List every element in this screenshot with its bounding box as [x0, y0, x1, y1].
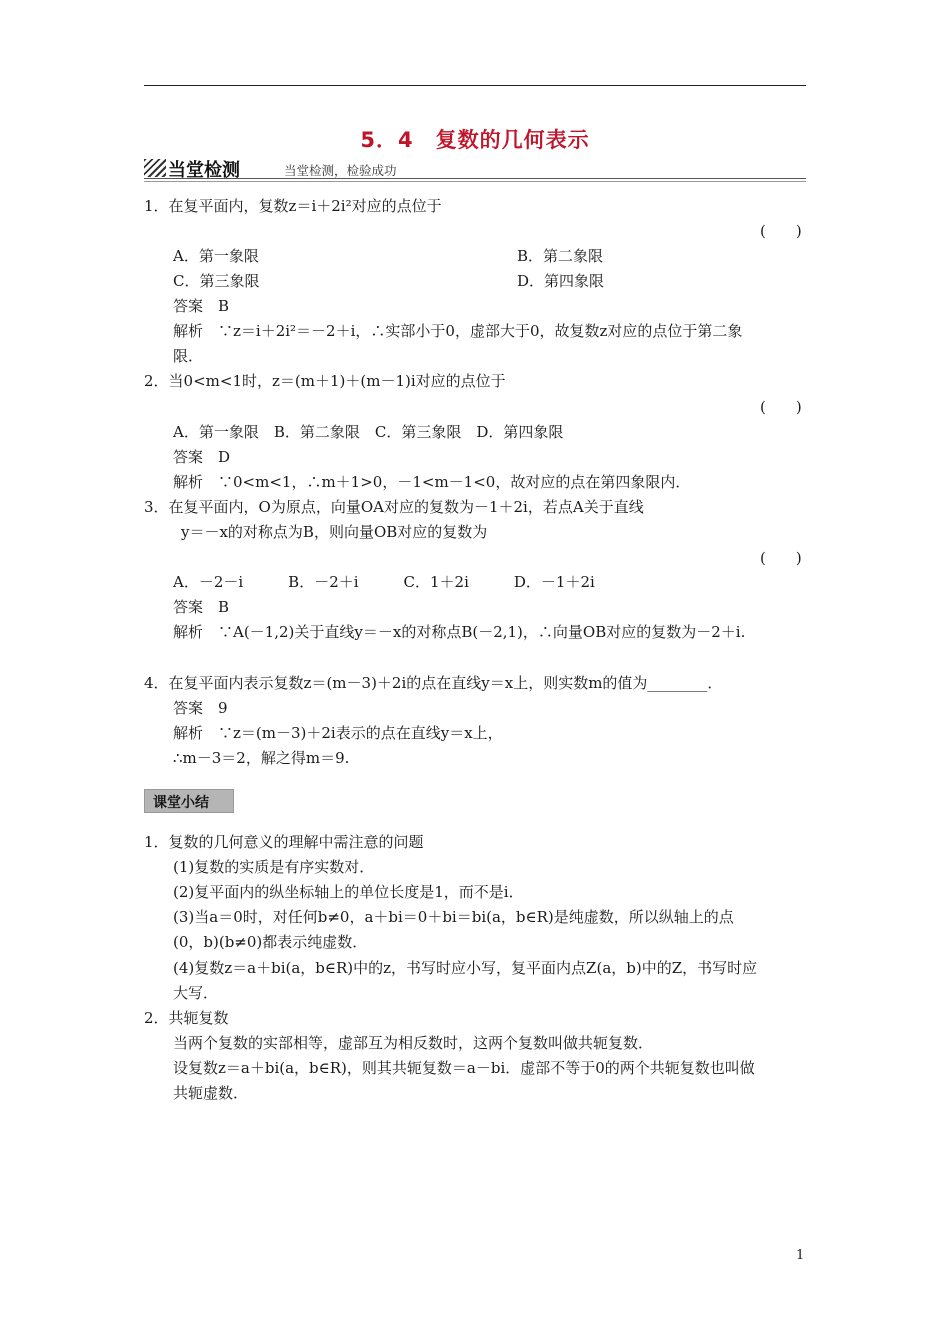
problem-4-analysis-1: 解析 ∵z＝(m－3)＋2i表示的点在直线y＝x上，	[173, 724, 503, 742]
problem-2-stem: 2．当0<m<1时，z＝(m＋1)＋(m－1)i对应的点位于	[144, 372, 506, 390]
summary-line-1: 1．复数的几何意义的理解中需注意的问题	[144, 833, 424, 851]
page-number: 1	[796, 1248, 805, 1263]
problem-3-paren: ( )	[760, 549, 802, 567]
section-header	[144, 156, 806, 182]
summary-line-4: (3)当a＝0时，对任何b≠0，a＋bi＝0＋bi＝bi(a，b∈R)是纯虚数，所以纵轴上的点	[173, 908, 734, 926]
section-rule-thin	[144, 181, 806, 182]
stripes-icon	[144, 159, 166, 177]
problem-1-option-b: B．第二象限	[517, 247, 604, 265]
summary-line-9: 当两个复数的实部相等，虚部互为相反数时，这两个复数叫做共轭复数．	[173, 1034, 654, 1052]
problem-4-stem: 4．在复平面内表示复数z＝(m－3)＋2i的点在直线y＝x上，则实数m的值为________．	[144, 674, 723, 692]
problem-3-options: A．－2－i B．－2＋i C．1＋2i D．－1＋2i	[173, 573, 595, 591]
page-title: 5．4 复数的几何表示	[360, 128, 590, 152]
problem-1-analysis-2: 限．	[173, 347, 204, 365]
problem-3-analysis: 解析 ∵A(－1,2)关于直线y＝－x的对称点B(－2,1)，∴向量OB对应的复数为－2＋i.	[173, 623, 746, 641]
problem-4-analysis-2: ∴m－3＝2，解之得m＝9.	[173, 749, 350, 767]
summary-line-3: (2)复平面内的纵坐标轴上的单位长度是1，而不是i．	[173, 883, 524, 901]
summary-line-8: 2．共轭复数	[144, 1009, 229, 1027]
problem-2-answer: 答案 D	[173, 448, 231, 466]
summary-line-5: (0，b)(b≠0)都表示纯虚数．	[173, 933, 368, 951]
problem-1-option-c: C．第三象限	[173, 272, 260, 290]
problem-3-answer: 答案 B	[173, 598, 230, 616]
section-label: 当堂检测	[168, 160, 240, 181]
problem-2-paren: ( )	[760, 398, 802, 416]
top-rule	[144, 85, 806, 86]
summary-label: 课堂小结	[153, 795, 209, 811]
problem-1-analysis-1: 解析 ∵z＝i＋2i²＝－2＋i，∴实部小于0，虚部大于0，故复数z对应的点位于第二象	[173, 322, 743, 340]
problem-2-options: A．第一象限 B．第二象限 C．第三象限 D．第四象限	[173, 423, 564, 441]
summary-line-6: (4)复数z＝a＋bi(a，b∈R)中的z，书写时应小写，复平面内点Z(a，b)中的Z，书写时应	[173, 959, 758, 977]
problem-3-stem-1: 3．在复平面内，O为原点，向量OA对应的复数为－1＋2i，若点A关于直线	[144, 498, 644, 516]
problem-1-paren: ( )	[760, 222, 802, 240]
summary-line-2: (1)复数的实质是有序实数对．	[173, 858, 375, 876]
problem-1-stem: 1．在复平面内，复数z＝i＋2i²对应的点位于	[144, 197, 442, 215]
summary-line-7: 大写．	[173, 984, 219, 1002]
problem-1-answer: 答案 B	[173, 297, 230, 315]
problem-1-option-d: D．第四象限	[517, 272, 605, 290]
summary-line-11: 共轭虚数．	[173, 1084, 249, 1102]
problem-2-analysis: 解析 ∵0<m<1，∴m＋1>0，－1<m－1<0，故对应的点在第四象限内．	[173, 473, 691, 491]
summary-line-10: 设复数z＝a＋bi(a，b∈R)，则其共轭复数＝a－bi．虚部不等于0的两个共轭复数也叫做	[173, 1059, 755, 1077]
section-rule	[144, 178, 806, 179]
summary-header	[144, 789, 234, 813]
problem-4-answer: 答案 9	[173, 699, 228, 717]
problem-1-option-a: A．第一象限	[173, 247, 259, 265]
problem-3-stem-2: y＝－x的对称点为B，则向量OB对应的复数为	[181, 523, 488, 541]
section-sub: 当堂检测，检验成功	[284, 163, 397, 178]
